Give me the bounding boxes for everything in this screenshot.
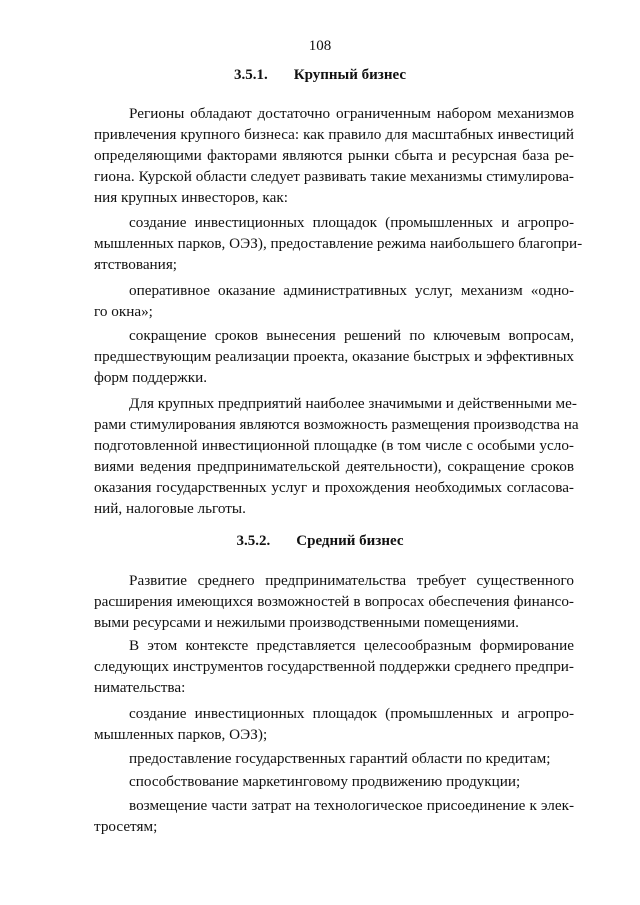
text-line: расширения имеющихся возможностей в вопросах обеспечения финансо- [94, 593, 574, 610]
text-line: привлечения крупного бизнеса: как правило для масштабных инвестиций [94, 126, 574, 143]
section-title: Средний бизнес [296, 533, 404, 549]
text-line: Регионы обладают достаточно ограниченным набором механизмов [129, 105, 574, 122]
text-line: гиона. Курской области следует развивать такие механизмы стимулирова- [94, 168, 574, 185]
list-item-line: оперативное оказание административных услуг, механизм «одно- [129, 282, 574, 299]
section-number: 3.5.2. [236, 533, 271, 549]
list-item-line: предоставление государственных гарантий области по кредитам; [129, 750, 551, 767]
text-line: ний, налоговые льготы. [94, 500, 246, 517]
text-line: ния крупных инвесторов, как: [94, 189, 288, 206]
list-item-line: тросетям; [94, 818, 158, 835]
section-title: Крупный бизнес [293, 67, 406, 83]
list-item-line: ятствования; [94, 256, 178, 273]
text-line: оказания государственных услуг и прохождения необходимых согласова- [94, 479, 574, 496]
section-heading-3-5-2 [0, 532, 640, 550]
text-line: В этом контексте представляется целесообразным формирование [129, 637, 574, 654]
text-line: Развитие среднего предпринимательства требует существенного [129, 572, 574, 589]
text-line: определяющими факторами являются рынки сбыта и ресурсная база ре- [94, 147, 574, 164]
text-line: Для крупных предприятий наиболее значимыми и действенными ме- [129, 395, 577, 412]
list-item-line: создание инвестиционных площадок (промышленных и агропро- [129, 214, 574, 231]
list-item-line: сокращение сроков вынесения решений по ключевым вопросам, [129, 327, 574, 344]
list-item-line: предшествующим реализации проекта, оказание быстрых и эффективных [94, 348, 574, 365]
list-item-line: мышленных парков, ОЭЗ); [94, 726, 268, 743]
list-item-line: форм поддержки. [94, 369, 208, 386]
text-line: виями ведения предпринимательской деятельности), сокращение сроков [94, 458, 574, 475]
text-line: нимательства: [94, 679, 186, 696]
text-line: подготовленной инвестиционной площадке (в том числе с особыми усло- [94, 437, 574, 454]
text-line: выми ресурсами и нежилыми производственными помещениями. [94, 614, 519, 631]
list-item-line: мышленных парков, ОЭЗ), предоставление режима наибольшего благопри- [94, 235, 583, 252]
text-line: следующих инструментов государственной поддержки среднего предпри- [94, 658, 574, 675]
page-number: 108 [308, 38, 332, 54]
section-number: 3.5.1. [234, 67, 268, 83]
list-item-line: способствование маркетинговому продвижению продукции; [129, 773, 521, 790]
list-item-line: го окна»; [94, 303, 153, 320]
section-heading-3-5-1 [0, 66, 640, 84]
list-item-line: возмещение части затрат на технологическое присоединение к элек- [129, 797, 574, 814]
text-line: рами стимулирования являются возможность размещения производства на [94, 416, 579, 433]
list-item-line: создание инвестиционных площадок (промышленных и агропро- [129, 705, 574, 722]
